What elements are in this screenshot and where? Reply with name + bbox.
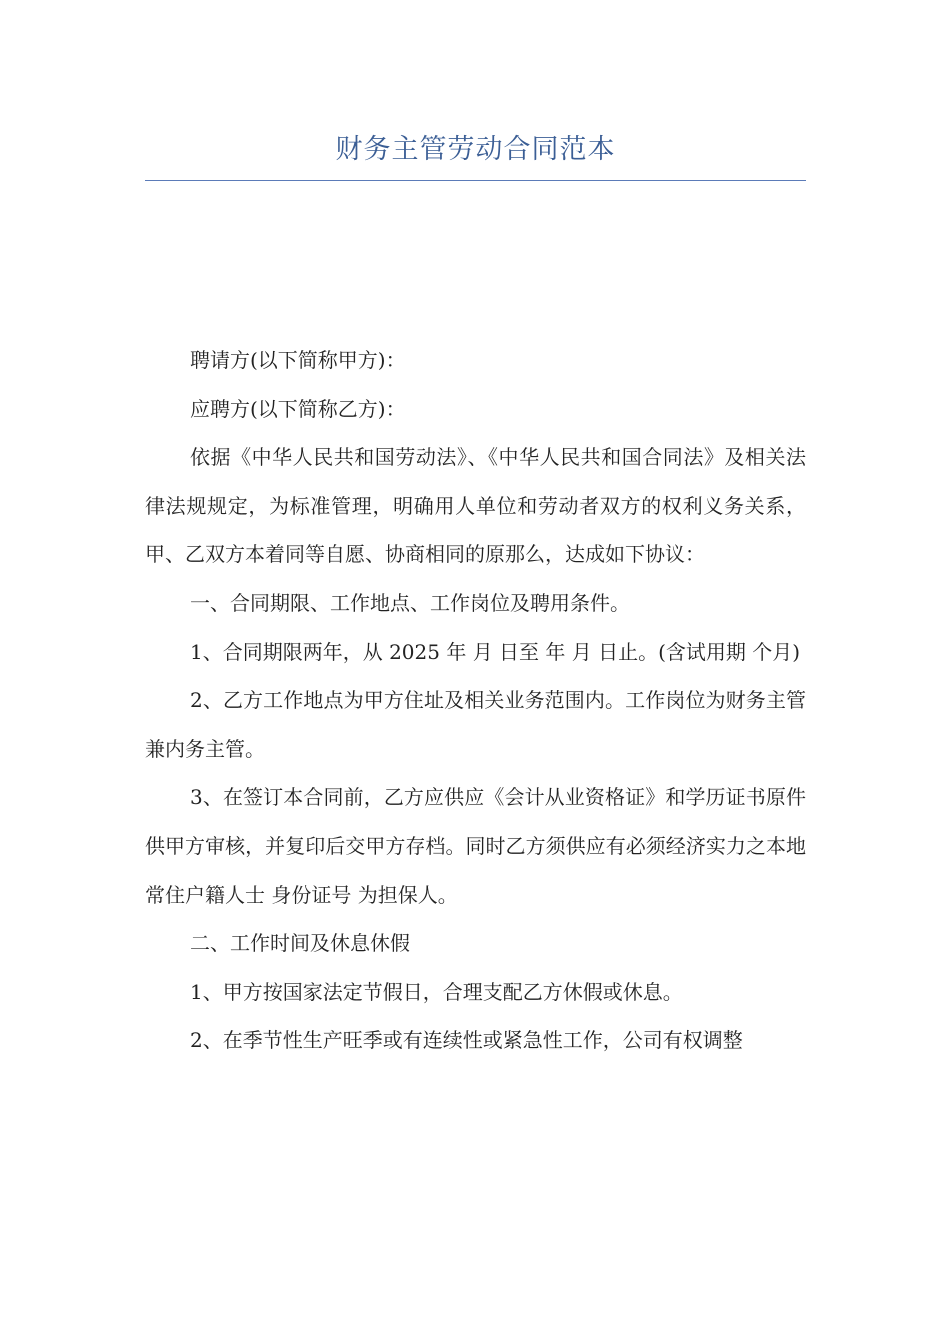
clause-peak-season: 2、在季节性生产旺季或有连续性或紧急性工作，公司有权调整: [190, 1028, 743, 1053]
clause-term: 1、合同期限两年，从 2025 年 月 日至 年 月 日止。(含试用期 个月): [190, 639, 801, 664]
document-body: [145, 336, 806, 1065]
section-heading-term: 一、合同期限、工作地点、工作岗位及聘用条件。: [190, 590, 630, 615]
paragraph-preamble: 依据《中华人民共和国劳动法》、《中华人民共和国合同法》及相关法律法规规定，为标准管理，明确用人单位和劳动者双方的权利义务关系，甲、乙双方本着同等自愿、协商相同的原那么，达成如下协议：: [145, 445, 806, 567]
clause-location: 2、乙方工作地点为甲方住址及相关业务范围内。工作岗位为财务主管兼内务主管。: [145, 688, 806, 761]
clause-holidays: 1、甲方按国家法定节假日，合理支配乙方休假或休息。: [190, 979, 683, 1004]
paragraph-employee: 应聘方(以下简称乙方)：: [190, 396, 406, 421]
paragraph-employer: 聘请方(以下简称甲方)：: [190, 348, 406, 372]
section-heading-hours: 二、工作时间及休息休假: [190, 931, 410, 956]
clause-certificates: 3、在签订本合同前，乙方应供应《会计从业资格证》和学历证书原件供甲方审核，并复印后交甲方存档。同时乙方须供应有必须经济实力之本地常住户籍人士 身份证号 为担保人。: [145, 785, 806, 907]
document-title: 财务主管劳动合同范本: [335, 134, 616, 165]
title-divider: [145, 180, 806, 181]
